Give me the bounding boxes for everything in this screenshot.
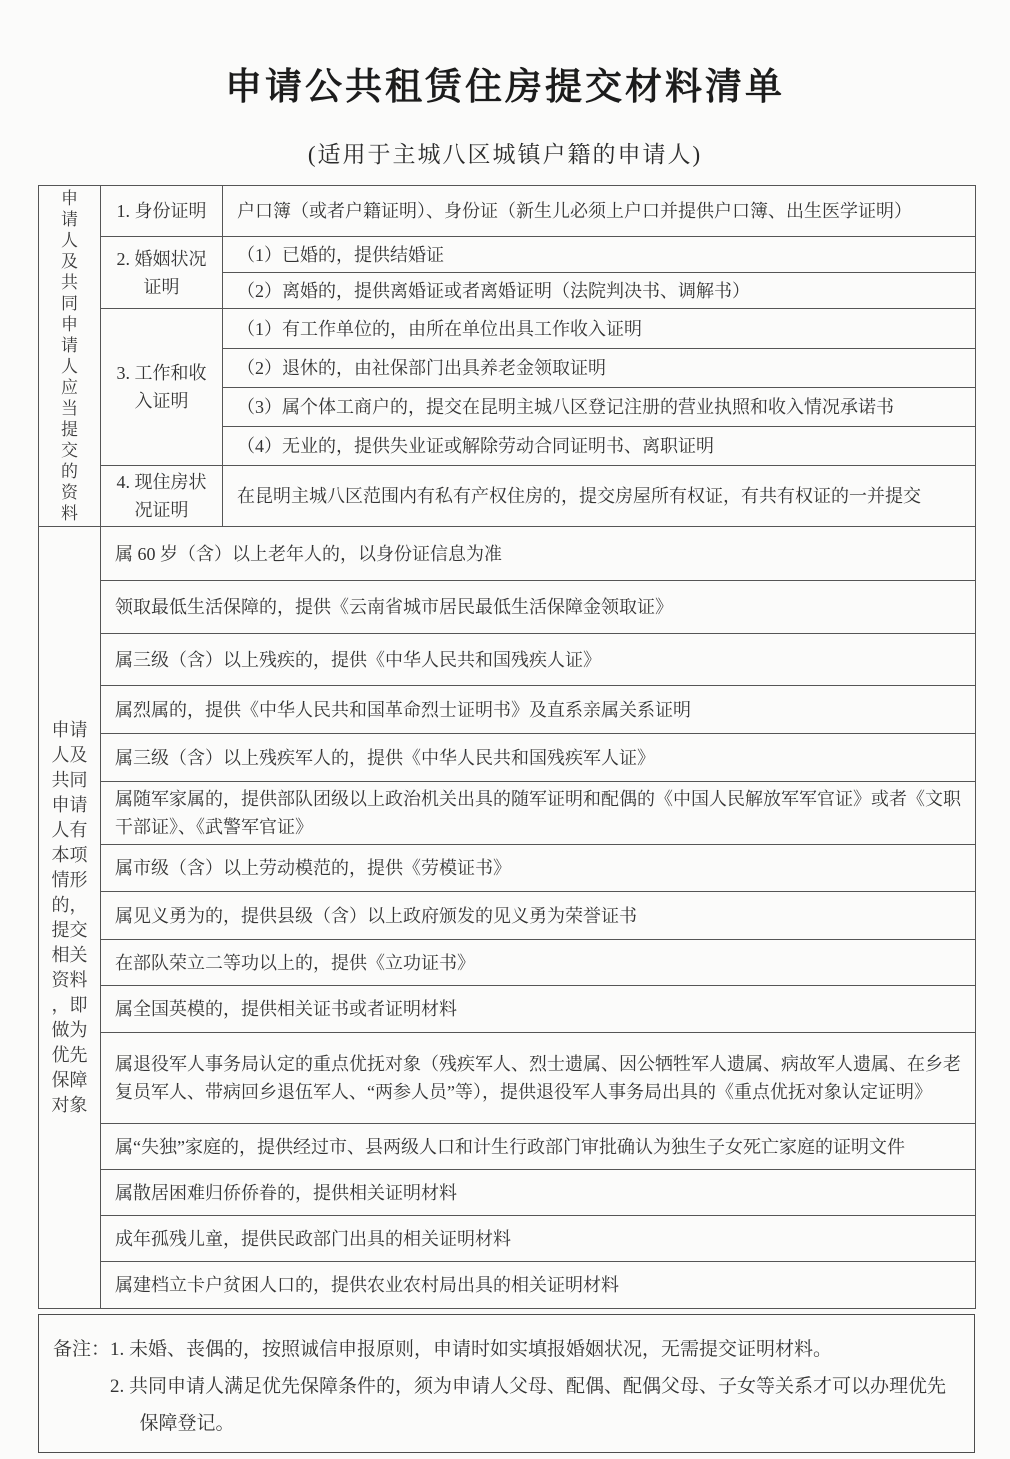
item-cell: （2）退休的，由社保部门出具养老金领取证明 [223,349,976,388]
item-cell: 属退役军人事务局认定的重点优抚对象（残疾军人、烈士遗属、因公牺牲军人遗属、病故军人遗属、在乡老复员军人、带病回乡退伍军人、“两参人员”等），提供退役军人事务局出具的《重点优抚对象认定证明》 [101,1033,976,1124]
table-row [39,1033,976,1124]
item-cell: 属烈属的，提供《中华人民共和国革命烈士证明书》及直系亲属关系证明 [101,686,976,734]
item-cell: 属建档立卡户贫困人口的，提供农业农村局出具的相关证明材料 [101,1262,976,1309]
materials-table [38,185,976,1309]
table-row [39,1216,976,1262]
note-item: 1. 未婚、丧偶的，按照诚信申报原则，申请时如实填报婚姻状况，无需提交证明材料。 [110,1339,833,1360]
table-row [39,940,976,986]
table-row [39,527,976,581]
item-cell: 属散居困难归侨侨眷的，提供相关证明材料 [101,1170,976,1216]
item-cell: （4）无业的，提供失业证或解除劳动合同证明书、离职证明 [223,427,976,466]
page-title: 申请公共租赁住房提交材料清单 [225,67,785,108]
category-cell-marriage: 2. 婚姻状况证明 [101,237,223,309]
item-cell: 在昆明主城八区范围内有私有产权住房的，提交房屋所有权证，有共有权证的一并提交 [223,466,976,527]
table-row [39,1262,976,1309]
table-row [39,581,976,634]
table-row [39,892,976,940]
table-row [39,1124,976,1170]
page-subtitle: (适用于主城八区城镇户籍的申请人) [307,142,703,167]
table-row [39,237,976,273]
table-row [39,986,976,1033]
section1-sidebar-cell [39,186,101,527]
item-cell: （3）属个体工商户的，提交在昆明主城八区登记注册的营业执照和收入情况承诺书 [223,388,976,427]
section2-sidebar-label: 申请人及共同申请人有本项情形的，提交相关资料，即做为优先保障对象 [51,719,88,1115]
category-cell-identity: 1. 身份证明 [101,186,223,237]
note-item: 2. 共同申请人满足优先保障条件的，须为申请人父母、配偶、配偶父母、子女等关系才可以办理优先保障登记。 [110,1376,947,1434]
item-cell: 属全国英模的，提供相关证书或者证明材料 [101,986,976,1033]
item-cell: 属“失独”家庭的，提供经过市、县两级人口和计生行政部门审批确认为独生子女死亡家庭的证明文件 [101,1124,976,1170]
section2-sidebar-cell [39,527,101,1309]
item-cell: 属三级（含）以上残疾的，提供《中华人民共和国残疾人证》 [101,634,976,686]
item-cell: 领取最低生活保障的，提供《云南省城市居民最低生活保障金领取证》 [101,581,976,634]
item-cell: 属 60 岁（含）以上老年人的，以身份证信息为准 [101,527,976,581]
table-row [39,186,976,237]
category-cell-work-income: 3. 工作和收入证明 [101,309,223,466]
table-row [39,634,976,686]
item-cell: （1）有工作单位的，由所在单位出具工作收入证明 [223,309,976,349]
item-cell: 在部队荣立二等功以上的，提供《立功证书》 [101,940,976,986]
notes-label: 备注： [53,1339,111,1360]
notes-items [110,1331,964,1442]
table-row [39,466,976,527]
table-row [39,1170,976,1216]
category-cell-housing-status: 4. 现住房状况证明 [101,466,223,527]
item-cell: 户口簿（或者户籍证明）、身份证（新生儿必须上户口并提供户口簿、出生医学证明） [223,186,976,237]
table-row [39,686,976,734]
item-cell: （2）离婚的，提供离婚证或者离婚证明（法院判决书、调解书） [223,273,976,309]
item-cell: 属见义勇为的，提供县级（含）以上政府颁发的见义勇为荣誉证书 [101,892,976,940]
section1-sidebar-label: 申请人及共同申请人应当提交的资料 [61,189,78,523]
item-cell: （1）已婚的，提供结婚证 [223,237,976,273]
item-cell: 属随军家属的，提供部队团级以上政治机关出具的随军证明和配偶的《中国人民解放军军官证》或者《文职干部证》、《武警军官证》 [101,782,976,845]
notes-box [38,1314,975,1453]
item-cell: 属市级（含）以上劳动模范的，提供《劳模证书》 [101,845,976,892]
table-row [39,309,976,349]
table-row [39,845,976,892]
item-cell: 成年孤残儿童，提供民政部门出具的相关证明材料 [101,1216,976,1262]
table-row [39,782,976,845]
table-row [39,734,976,782]
item-cell: 属三级（含）以上残疾军人的，提供《中华人民共和国残疾军人证》 [101,734,976,782]
